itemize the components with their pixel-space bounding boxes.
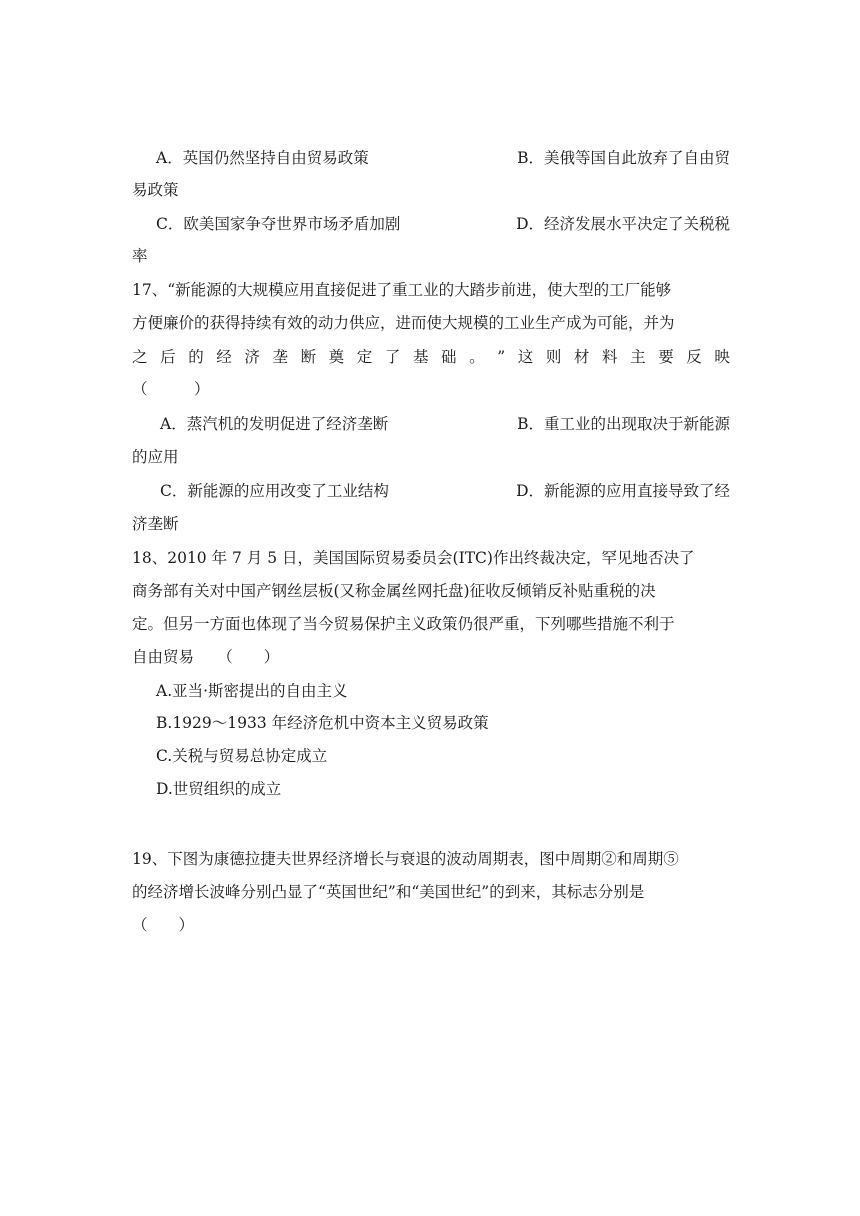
q17-stem-line2: 方便廉价的获得持续有效的动力供应，进而使大规模的工业生产成为可能，并为 (132, 314, 675, 332)
q17-option-d: D．新能源的应用直接导致了经 (516, 482, 730, 500)
q17-option-c: C．新能源的应用改变了工业结构 (160, 482, 389, 500)
q18-stem-line3: 定。但另一方面也体现了当今贸易保护主义政策仍很严重，下列哪些措施不利于 (132, 615, 675, 633)
q19-stem-line1: 19、下图为康德拉捷夫世界经济增长与衰退的波动周期表，图中周期②和周期⑤ (132, 850, 679, 868)
q17-stem-line3: 之 后 的 经 济 垄 断 奠 定 了 基 础 。 ” 这 则 材 料 主 要 反 映 (132, 348, 730, 366)
q17-option-a: A．蒸汽机的发明促进了经济垄断 (160, 415, 389, 433)
q16-option-d-cont: 率 (132, 247, 148, 265)
q16-options-ab (156, 148, 730, 168)
q19-answer-blank: （ ） (132, 916, 195, 934)
q18-stem-line2: 商务部有关对中国产钢丝层板(又称金属丝网托盘)征收反倾销反补贴重税的决 (132, 582, 656, 600)
q16-option-c: C．欧美国家争夺世界市场矛盾加剧 (156, 215, 401, 233)
q17-options-cd (160, 481, 730, 501)
q17-options-ab (160, 414, 730, 434)
q16-option-b: B．美俄等国自此放弃了自由贸 (517, 149, 730, 167)
q19-stem-line2: 的经济增长波峰分别凸显了“英国世纪”和“美国世纪”的到来，其标志分别是 (132, 883, 645, 901)
q18-option-a: A.亚当·斯密提出的自由主义 (156, 682, 348, 700)
q18-stem-line1: 18、2010 年 7 月 5 日，美国国际贸易委员会(ITC)作出终裁决定，罕见地否决了 (132, 549, 695, 567)
q17-stem-line1: 17、“新能源的大规模应用直接促进了重工业的大踏步前进，使大型的工厂能够 (132, 281, 672, 299)
q16-option-a: A．英国仍然坚持自由贸易政策 (156, 149, 369, 167)
q17-option-b-cont: 的应用 (132, 448, 179, 466)
q18-option-b: B.1929～1933 年经济危机中资本主义贸易政策 (156, 714, 489, 732)
q18-stem-line4: 自由贸易 （ ） (132, 648, 280, 666)
q17-option-b: B．重工业的出现取决于新能源 (517, 415, 730, 433)
q18-option-d: D.世贸组织的成立 (156, 780, 282, 798)
q16-option-d: D．经济发展水平决定了关税税 (516, 215, 730, 233)
q17-option-d-cont: 济垄断 (132, 515, 179, 533)
q18-option-c: C.关税与贸易总协定成立 (156, 747, 328, 765)
q16-options-cd (156, 214, 730, 234)
q17-answer-blank: （ ） (132, 380, 210, 398)
q16-option-b-cont: 易政策 (132, 181, 179, 199)
